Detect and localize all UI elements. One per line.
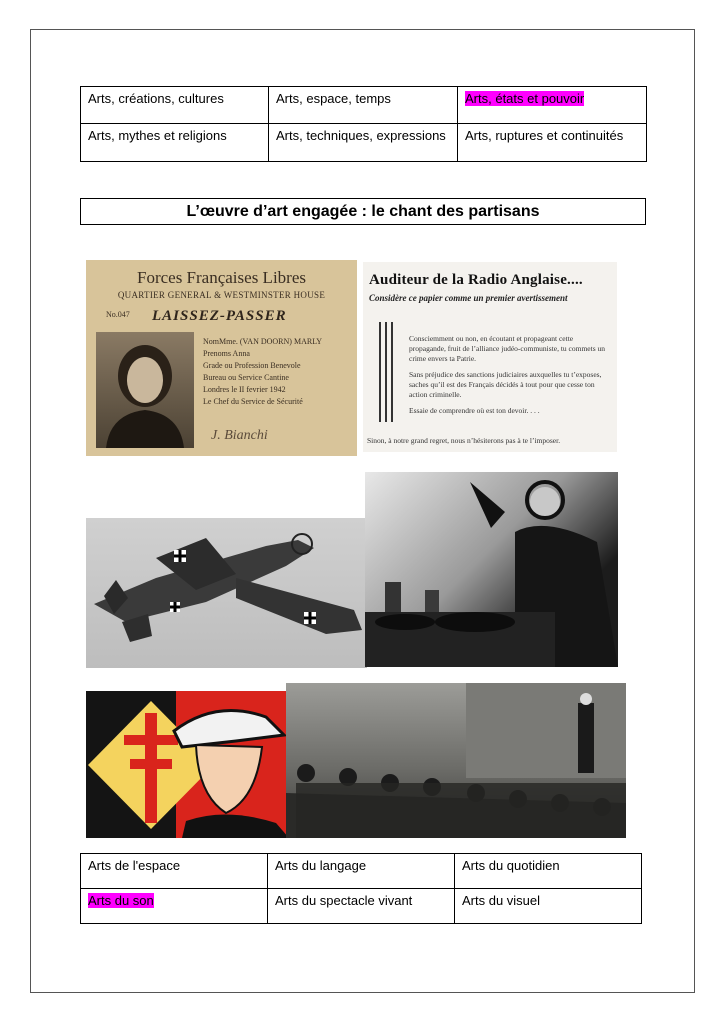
table-row [81,889,642,924]
theme-cell: Arts, créations, cultures [81,87,269,124]
plane-photo [86,518,367,668]
card-subheading: QUARTIER GENERAL & WESTMINSTER HOUSE [117,290,326,300]
laissez-passer-image [86,260,357,456]
card-field: NomMme. (VAN DOORN) MARLY [203,337,323,346]
leaflet-footer: Sinon, à notre grand regret, nous n’hésiterons pas à te l’imposer. [367,436,561,445]
card-number: No.047 [106,310,130,319]
theme-cell: Arts, espace, temps [269,87,458,124]
card-field: Londres le II fevrier 1942 [203,385,286,394]
card-pass-title: LAISSEZ-PASSER [152,308,287,324]
resistance-poster [86,691,289,838]
card-fields [203,336,322,408]
leaflet-paragraph: Essaie de comprendre où est ton devoir. . . . [409,406,540,415]
table-row [81,87,647,124]
domain-cell: Arts de l'espace [81,854,268,889]
leaflet-body [409,334,611,422]
document-title: L’œuvre d’art engagée : le chant des partisans [80,198,646,225]
radio-leaflet-image [363,262,617,452]
domain-cell: Arts du quotidien [455,854,642,889]
card-field: Bureau ou Service Cantine [203,373,289,382]
table-row [81,854,642,889]
theme-cell: Arts, ruptures et continuités [458,124,647,162]
domain-cell: Arts du langage [268,854,455,889]
portrait-photo [96,332,194,448]
leaflet-heading: Auditeur de la Radio Anglaise.... [369,272,583,288]
leaflet-subheading: Considère ce papier comme un premier avertissement [369,293,568,303]
leaflet-paragraph: Consciemment ou non, en écoutant et propageant cette propagande, fruit de l’alliance judéo-communiste, tu commets un crime envers ta Patrie. [409,334,605,363]
domain-cell: Arts du spectacle vivant [268,889,455,924]
card-field: Le Chef du Service de Sécurité [203,397,303,406]
signature: J. Bianchi [211,428,268,443]
card-heading: Forces Françaises Libres [136,268,306,287]
themes-table [80,86,647,162]
leaflet-border [391,322,393,422]
leaflet-border [379,322,381,422]
radio-operator-photo [365,472,618,667]
card-field: Grade ou Profession Benevole [203,361,301,370]
leaflet-border [385,322,387,422]
card-field: Prenoms Anna [203,349,250,358]
theme-cell-selected: Arts, états et pouvoir [458,87,647,124]
domain-cell-selected: Arts du son [81,889,268,924]
table-row [81,124,647,162]
execution-photo [286,683,626,838]
leaflet-paragraph: Sans préjudice des sanctions judiciaires auxquelles tu t’exposes, saches qu’il est des Français décidés à tout pour que cesse ton action criminelle. [409,370,602,399]
domains-table [80,853,642,924]
theme-cell: Arts, techniques, expressions [269,124,458,162]
theme-cell: Arts, mythes et religions [81,124,269,162]
domain-cell: Arts du visuel [455,889,642,924]
